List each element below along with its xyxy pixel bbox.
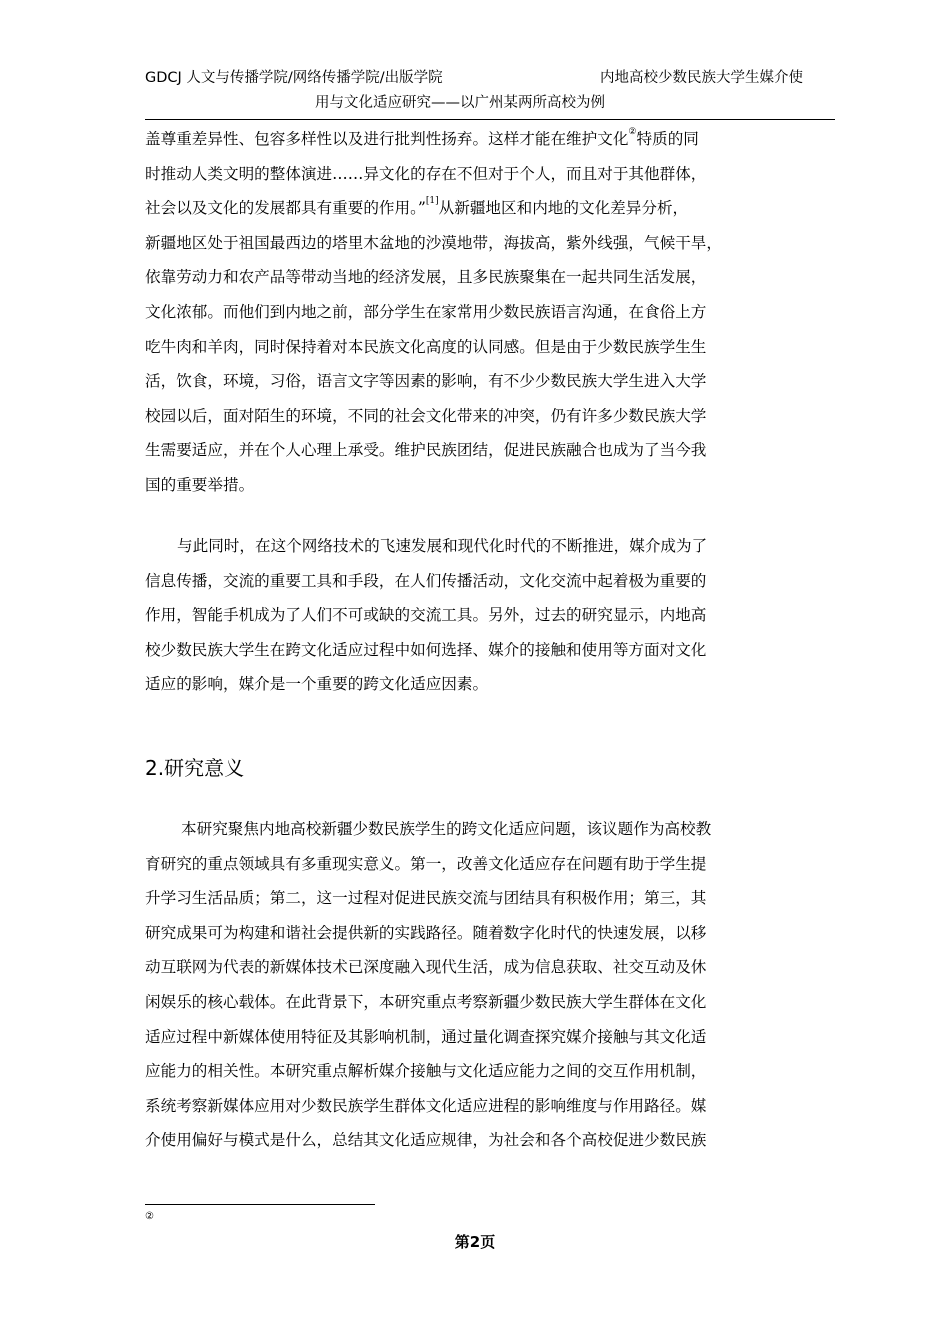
text-line: 作用，智能手机成为了人们不可或缺的交流工具。另外，过去的研究显示，内地高: [145, 606, 707, 625]
text-line: 时推动人类文明的整体演进……异文化的存在不但对于个人，而且对于其他群体，: [145, 164, 707, 183]
text-line: 动互联网为代表的新媒体技术已深度融入现代生活，成为信息获取、社交互动及休: [145, 958, 707, 977]
footnote-mark: ②: [145, 1211, 154, 1222]
page-number: 第2页: [454, 1233, 496, 1251]
text-line: 盖尊重差异性、包容多样性以及进行批判性扬弃。这样才能在维护文化②特质的同: [145, 127, 699, 148]
text-line: 吃牛肉和羊肉，同时保持着对本民族文化高度的认同感。但是由于少数民族学生生: [145, 337, 707, 356]
text-line: 适应的影响，媒介是一个重要的跨文化适应因素。: [145, 675, 489, 694]
header-rule: [145, 119, 835, 120]
text-line: 育研究的重点领域具有多重现实意义。第一，改善文化适应存在问题有助于学生提: [145, 854, 707, 873]
paragraph-1: [145, 122, 840, 503]
text-line: 社会以及文化的发展都具有重要的作用。”[1]从新疆地区和内地的文化差异分析，: [145, 196, 689, 218]
footnote-separator: [145, 1204, 375, 1205]
header-title-part1: 内地高校少数民族大学生媒介使: [600, 70, 803, 86]
section-heading: 2.研究意义: [145, 756, 245, 780]
text-line: 本研究聚焦内地高校新疆少数民族学生的跨文化适应问题，该议题作为高校教: [181, 820, 712, 838]
text-line: 新疆地区处于祖国最西边的塔里木盆地的沙漠地带，海拔高，紫外线强，气候干旱，: [145, 233, 722, 252]
footnote-ref: ②: [628, 127, 637, 137]
paragraph-2: [145, 529, 840, 702]
text-line: 信息传播，交流的重要工具和手段，在人们传播活动，文化交流中起着极为重要的: [145, 571, 707, 590]
text-line: 文化浓郁。而他们到内地之前，部分学生在家常用少数民族语言沟通，在食俗上方: [145, 302, 707, 321]
text-line: 依靠劳动力和农产品等带动当地的经济发展，且多民族聚集在一起共同生活发展，: [145, 268, 707, 287]
text-line: 国的重要举措。: [145, 475, 255, 494]
text-line: 应能力的相关性。本研究重点解析媒介接触与文化适应能力之间的交互作用机制，: [145, 1062, 707, 1081]
text-line: 研究成果可为构建和谐社会提供新的实践路径。随着数字化时代的快速发展，以移: [145, 923, 707, 942]
text-line: 与此同时，在这个网络技术的飞速发展和现代化时代的不断推进，媒介成为了: [177, 537, 708, 555]
text-line: 适应过程中新媒体使用特征及其影响机制，通过量化调查探究媒介接触与其文化适: [145, 1027, 707, 1046]
text-line: 闲娱乐的核心载体。在此背景下，本研究重点考察新疆少数民族大学生群体在文化: [145, 992, 707, 1011]
text-line: 介使用偏好与模式是什么，总结其文化适应规律，为社会和各个高校促进少数民族: [145, 1131, 707, 1150]
text-line: 系统考察新媒体应用对少数民族学生群体文化适应进程的影响维度与作用路径。媒: [145, 1096, 707, 1115]
text-line: 活，饮食，环境，习俗，语言文字等因素的影响，有不少少数民族大学生进入大学: [145, 372, 707, 391]
text-line: 校少数民族大学生在跨文化适应过程中如何选择、媒介的接触和使用等方面对文化: [145, 640, 707, 659]
paragraph-3: [145, 812, 840, 1158]
header-title-part2: 用与文化适应研究——以广州某两所高校为例: [315, 95, 605, 111]
header-institution: GDCJ 人文与传播学院/网络传播学院/出版学院: [145, 70, 443, 86]
text-line: 校园以后，面对陌生的环境，不同的社会文化带来的冲突，仍有许多少数民族大学: [145, 406, 707, 425]
text-line: 生需要适应，并在个人心理上承受。维护民族团结，促进民族融合也成为了当今我: [145, 441, 707, 460]
citation-ref: [1]: [425, 196, 439, 207]
text-line: 升学习生活品质；第二，这一过程对促进民族交流与团结具有积极作用；第三，其: [145, 889, 707, 908]
